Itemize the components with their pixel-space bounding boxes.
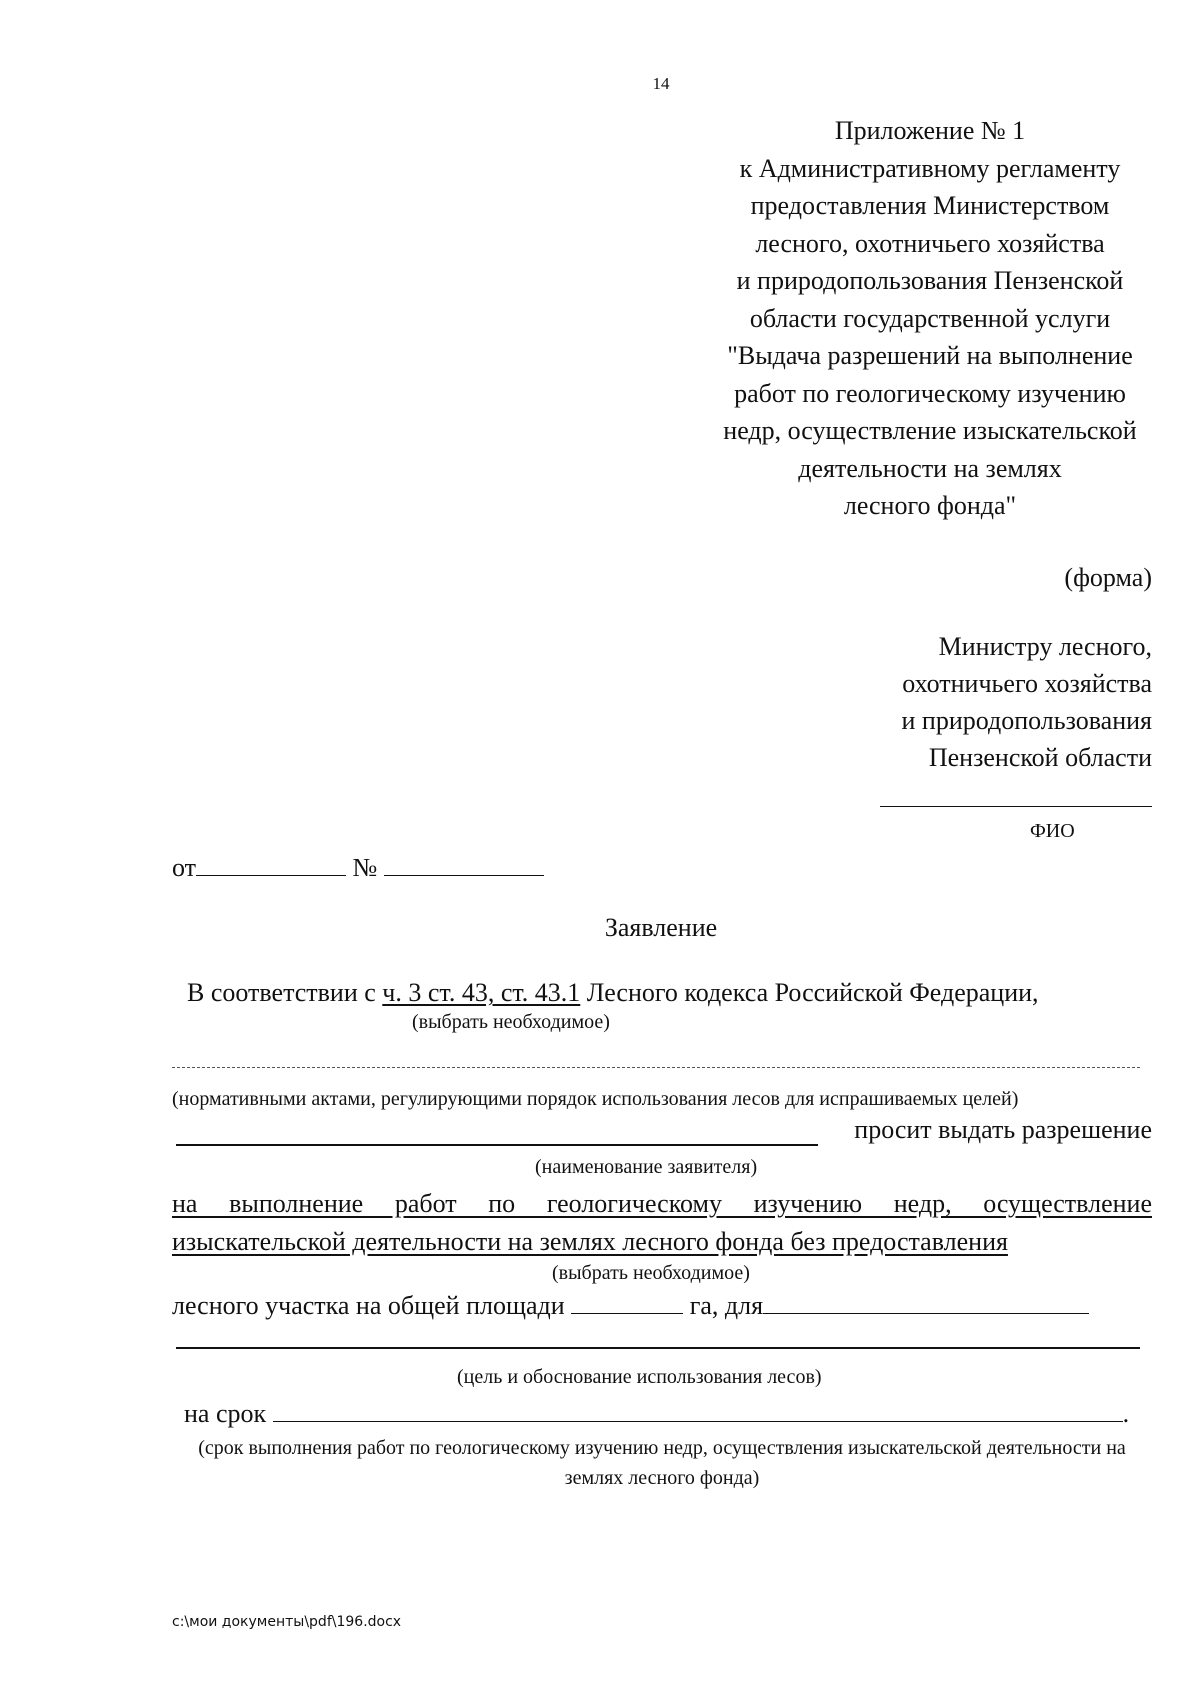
appendix-line: работ по геологическому изучению: [734, 378, 1126, 408]
purpose-blank-line-2[interactable]: [176, 1347, 1140, 1349]
term-row: [184, 1397, 1129, 1429]
appendix-line: деятельности на землях: [798, 453, 1062, 483]
from-label: от: [172, 853, 197, 882]
caption-normative-acts: (нормативными актами, регулирующими порядок использования лесов для испрашиваемых целей): [172, 1088, 1019, 1110]
purpose-blank[interactable]: [763, 1289, 1089, 1314]
number-blank[interactable]: [384, 851, 544, 876]
caption-term: (срок выполнения работ по геологическому изучению недр, осуществления изыскательской деятельности на землях лесного фонда): [198, 1437, 1126, 1489]
area-prefix: лесного участка на общей площади: [172, 1291, 572, 1320]
normative-acts-blank[interactable]: [172, 1067, 1140, 1068]
work-line-2: изыскательской деятельности на землях лесного фонда без предоставления: [172, 1227, 1008, 1256]
work-description: [172, 1185, 1152, 1261]
date-blank[interactable]: [196, 851, 346, 876]
caption-select-1: (выбрать необходимое): [412, 1011, 610, 1033]
date-number-row: [172, 851, 544, 883]
area-blank[interactable]: [571, 1289, 683, 1314]
legal-basis-suffix: Лесного кодекса Российской Федерации,: [580, 978, 1039, 1007]
addressee-line: Министру лесного,: [938, 632, 1152, 661]
legal-basis-prefix: В соответствии с: [187, 978, 383, 1007]
requests-permission-text: просит выдать разрешение: [854, 1115, 1152, 1144]
caption-applicant: (наименование заявителя): [535, 1156, 758, 1178]
document-title: Заявление: [604, 913, 718, 942]
appendix-line: лесного фонда": [843, 491, 1017, 520]
appendix-line: предоставления Министерством: [750, 191, 1110, 220]
appendix-line: лесного, охотничьего хозяйства: [755, 228, 1105, 258]
caption-purpose: (цель и обоснование использования лесов): [457, 1366, 822, 1388]
addressee-block: [901, 628, 1152, 776]
form-label: (форма): [1064, 563, 1152, 592]
appendix-line: и природопользования Пензенской: [736, 266, 1124, 295]
legal-basis-articles: ч. 3 ст. 43, ст. 43.1: [382, 978, 581, 1007]
addressee-line: и природопользования: [901, 706, 1152, 735]
work-line-1: на выполнение работ по геологическому изучению недр, осуществление: [172, 1189, 1152, 1218]
term-end: .: [1122, 1399, 1130, 1428]
term-label: на срок: [184, 1399, 273, 1428]
appendix-line: "Выдача разрешений на выполнение: [727, 341, 1133, 370]
appendix-line: области государственной услуги: [749, 303, 1111, 333]
number-label: №: [352, 853, 378, 882]
appendix-line: к Административному регламенту: [739, 153, 1121, 183]
area-unit: га, для: [683, 1291, 764, 1320]
applicant-name-blank[interactable]: [176, 1118, 818, 1146]
legal-basis-line: [187, 978, 1039, 1008]
addressee-line: охотничьего хозяйства: [902, 669, 1152, 698]
fio-label: ФИО: [1030, 820, 1075, 842]
page-number: 14: [652, 74, 670, 93]
area-row: [172, 1289, 1089, 1321]
fio-blank-line[interactable]: [880, 806, 1152, 807]
caption-select-2: (выбрать необходимое): [552, 1262, 750, 1284]
appendix-line: недр, осуществление изыскательской: [723, 416, 1137, 445]
appendix-line: Приложение № 1: [834, 116, 1026, 145]
appendix-header: [690, 112, 1170, 525]
term-blank[interactable]: [273, 1397, 1123, 1422]
addressee-line: Пензенской области: [928, 743, 1152, 772]
footer-file-path: c:\мои документы\pdf\196.docx: [172, 1614, 402, 1630]
